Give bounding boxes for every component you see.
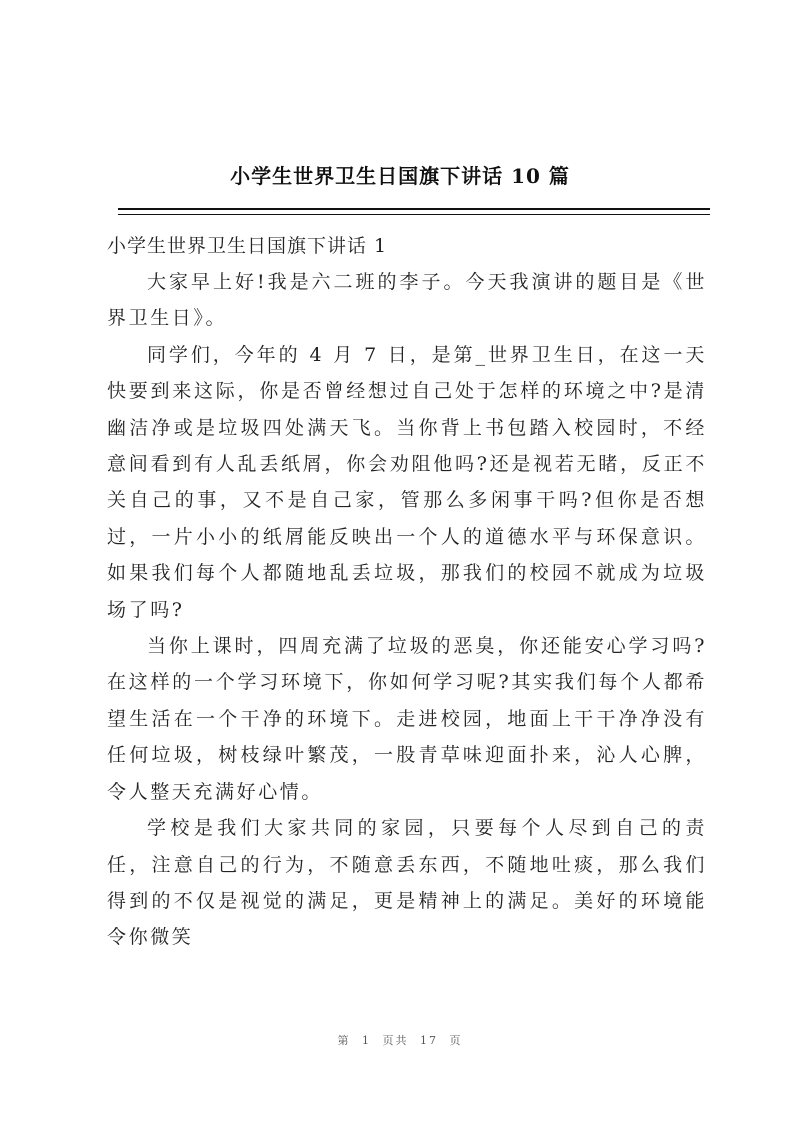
paragraph-2: 同学们，今年的 4 月 7 日，是第_世界卫生日，在这一天快要到来这际，你是否曾经想过自己处于怎样的环境之中?是清幽洁净或是垃圾四处满天飞。当你背上书包踏入校园时，不经意间看到有人乱丢纸屑，你会劝阻他吗?还是视若无睹，反正不关自己的事，又不是自己家，管那么多闲事干吗?但你是否想过，一片小小的纸屑能反映出一个人的道德水平与环保意识。如果我们每个人都随地乱丢垃圾，那我们的校园不就成为垃圾场了吗?: [107, 343, 707, 621]
section-heading: 小学生世界卫生日国旗下讲话 1: [107, 235, 388, 257]
paragraph-3: 当你上课时，四周充满了垃圾的恶臭，你还能安心学习吗?在这样的一个学习环境下，你如何学习呢?其实我们每个人都希望生活在一个干净的环境下。走进校园，地面上干干净净没有任何垃圾，树枝绿叶繁茂，一股青草味迎面扑来，沁人心脾，令人整天充满好心情。: [107, 635, 707, 803]
paragraph-1: 大家早上好!我是六二班的李子。今天我演讲的题目是《世界卫生日》。: [107, 271, 707, 330]
page-footer: 第 1 页共 17 页: [337, 1034, 463, 1047]
document-title: 小学生世界卫生日国旗下讲话 10 篇: [230, 164, 570, 188]
title-rule-thick: [118, 208, 710, 210]
document-body: [107, 228, 707, 956]
title-rule-thin: [118, 214, 710, 215]
paragraph-4: 学校是我们大家共同的家园，只要每个人尽到自己的责任，注意自己的行为，不随意丢东西，不随地吐痰，那么我们得到的不仅是视觉的满足，更是精神上的满足。美好的环境能令你微笑: [107, 817, 707, 949]
